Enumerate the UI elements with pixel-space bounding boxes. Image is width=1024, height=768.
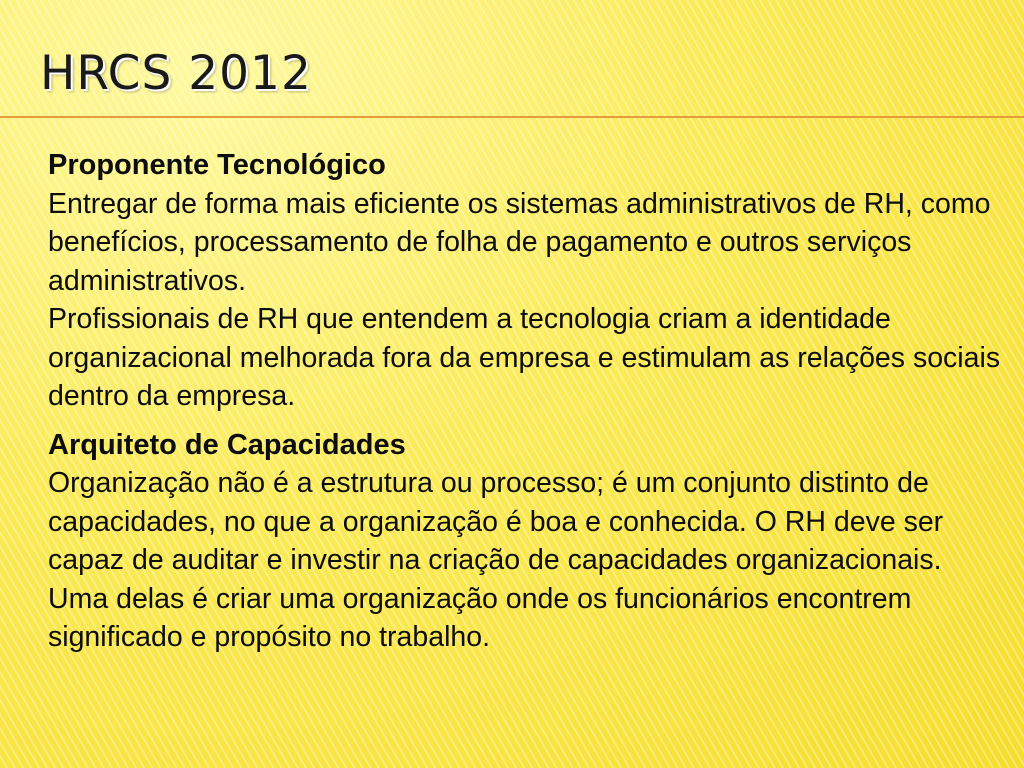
- slide-content: [48, 146, 1008, 657]
- section-paragraph: Entregar de forma mais eficiente os sistemas administrativos de RH, como benefícios, processamento de folha de pagamento e outros serviços administrativos.: [48, 187, 991, 297]
- section-proponente-tecnologico: [48, 146, 1008, 416]
- slide-title: HRCS 2012: [40, 46, 312, 101]
- section-paragraph: Profissionais de RH que entendem a tecnologia criam a identidade organizacional melhorada fora da empresa e estimulam as relações sociais dentro da empresa.: [48, 303, 1001, 412]
- title-divider: [0, 116, 1024, 118]
- section-heading: Proponente Tecnológico: [48, 149, 386, 181]
- section-heading: Arquiteto de Capacidades: [48, 428, 406, 461]
- section-arquiteto-de-capacidades: [48, 426, 1008, 657]
- section-paragraph: Organização não é a estrutura ou processo; é um conjunto distinto de capacidades, no que a organização é boa e conhecida. O RH deve ser capaz de auditar e investir na criação de capacidades organizacionais. Uma delas é criar uma organização onde os funcionários encontrem significado e propósito no trabalho.: [48, 467, 944, 653]
